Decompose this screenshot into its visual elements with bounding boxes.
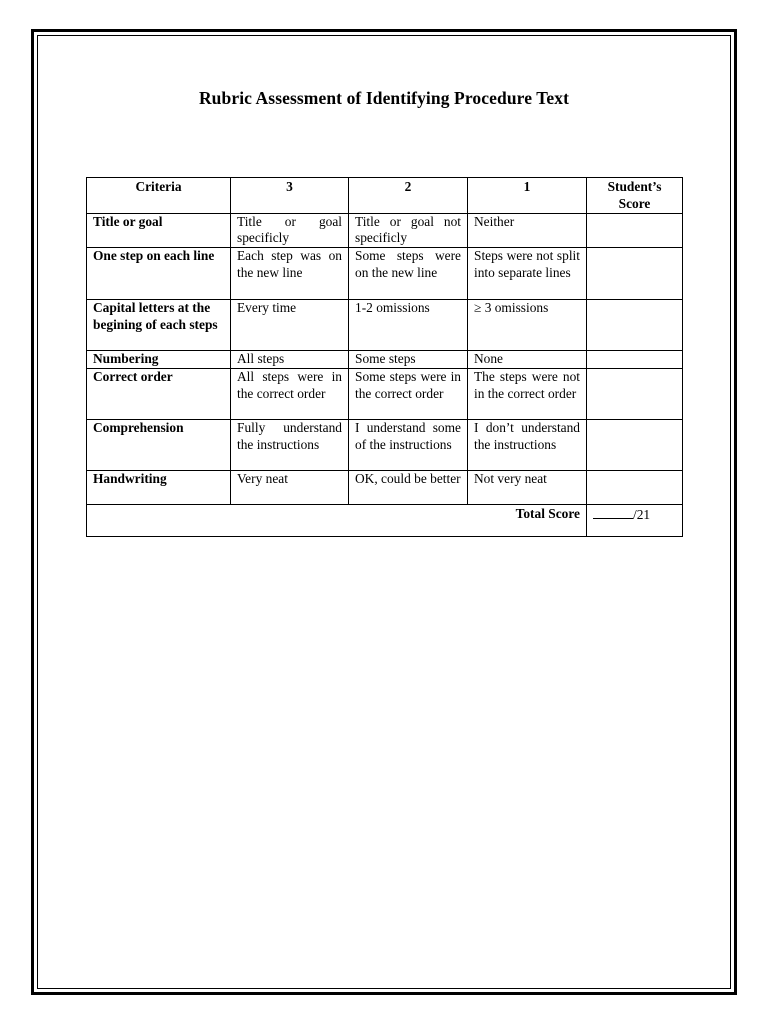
- table-row: [87, 213, 683, 248]
- level-2-cell: OK, could be better: [349, 470, 468, 504]
- level-1-cell: ≥ 3 omissions: [468, 300, 587, 351]
- level-2-cell: I understand some of the instructions: [349, 419, 468, 470]
- level-1-cell: The steps were not in the correct order: [468, 368, 587, 419]
- score-blank-line[interactable]: [593, 506, 633, 519]
- level-1-cell: Neither: [468, 213, 587, 248]
- total-row: [87, 504, 683, 536]
- total-score-label: Total Score: [87, 504, 587, 536]
- level-3-cell: Every time: [231, 300, 349, 351]
- table-row: [87, 351, 683, 369]
- table-row: [87, 248, 683, 300]
- total-score-cell[interactable]: [587, 504, 683, 536]
- student-score-cell[interactable]: [587, 248, 683, 300]
- level-3-cell: All steps were in the correct order: [231, 368, 349, 419]
- criteria-cell: Capital letters at the begining of each steps: [87, 300, 231, 351]
- header-student-score: Student’s Score: [587, 178, 683, 214]
- level-2-cell: Some steps: [349, 351, 468, 369]
- criteria-cell: Handwriting: [87, 470, 231, 504]
- level-1-cell: Steps were not split into separate lines: [468, 248, 587, 300]
- total-score-max: /21: [633, 506, 651, 522]
- level-2-cell: Title or goal not specificly: [349, 213, 468, 248]
- criteria-cell: Correct order: [87, 368, 231, 419]
- student-score-cell[interactable]: [587, 470, 683, 504]
- level-3-cell: Title or goal specificly: [231, 213, 349, 248]
- table-row: [87, 419, 683, 470]
- level-2-cell: Some steps were in the correct order: [349, 368, 468, 419]
- level-1-cell: Not very neat: [468, 470, 587, 504]
- student-score-cell[interactable]: [587, 213, 683, 248]
- level-1-cell: None: [468, 351, 587, 369]
- level-2-cell: 1-2 omissions: [349, 300, 468, 351]
- student-score-cell[interactable]: [587, 351, 683, 369]
- level-3-cell: Very neat: [231, 470, 349, 504]
- level-1-cell: I don’t understand the instructions: [468, 419, 587, 470]
- header-score-1: 1: [468, 178, 587, 214]
- student-score-cell[interactable]: [587, 368, 683, 419]
- criteria-cell: Numbering: [87, 351, 231, 369]
- level-2-cell: Some steps were on the new line: [349, 248, 468, 300]
- header-criteria: Criteria: [87, 178, 231, 214]
- level-3-cell: Fully understand the instructions: [231, 419, 349, 470]
- criteria-cell: One step on each line: [87, 248, 231, 300]
- student-score-cell[interactable]: [587, 300, 683, 351]
- header-score-2: 2: [349, 178, 468, 214]
- criteria-cell: Title or goal: [87, 213, 231, 248]
- criteria-cell: Comprehension: [87, 419, 231, 470]
- table-header-row: [87, 178, 683, 214]
- student-score-cell[interactable]: [587, 419, 683, 470]
- table-row: [87, 470, 683, 504]
- table-row: [87, 368, 683, 419]
- level-3-cell: All steps: [231, 351, 349, 369]
- header-score-3: 3: [231, 178, 349, 214]
- table-row: [87, 300, 683, 351]
- document-title: Rubric Assessment of Identifying Procedure Text: [198, 88, 570, 108]
- level-3-cell: Each step was on the new line: [231, 248, 349, 300]
- rubric-table: [86, 177, 683, 537]
